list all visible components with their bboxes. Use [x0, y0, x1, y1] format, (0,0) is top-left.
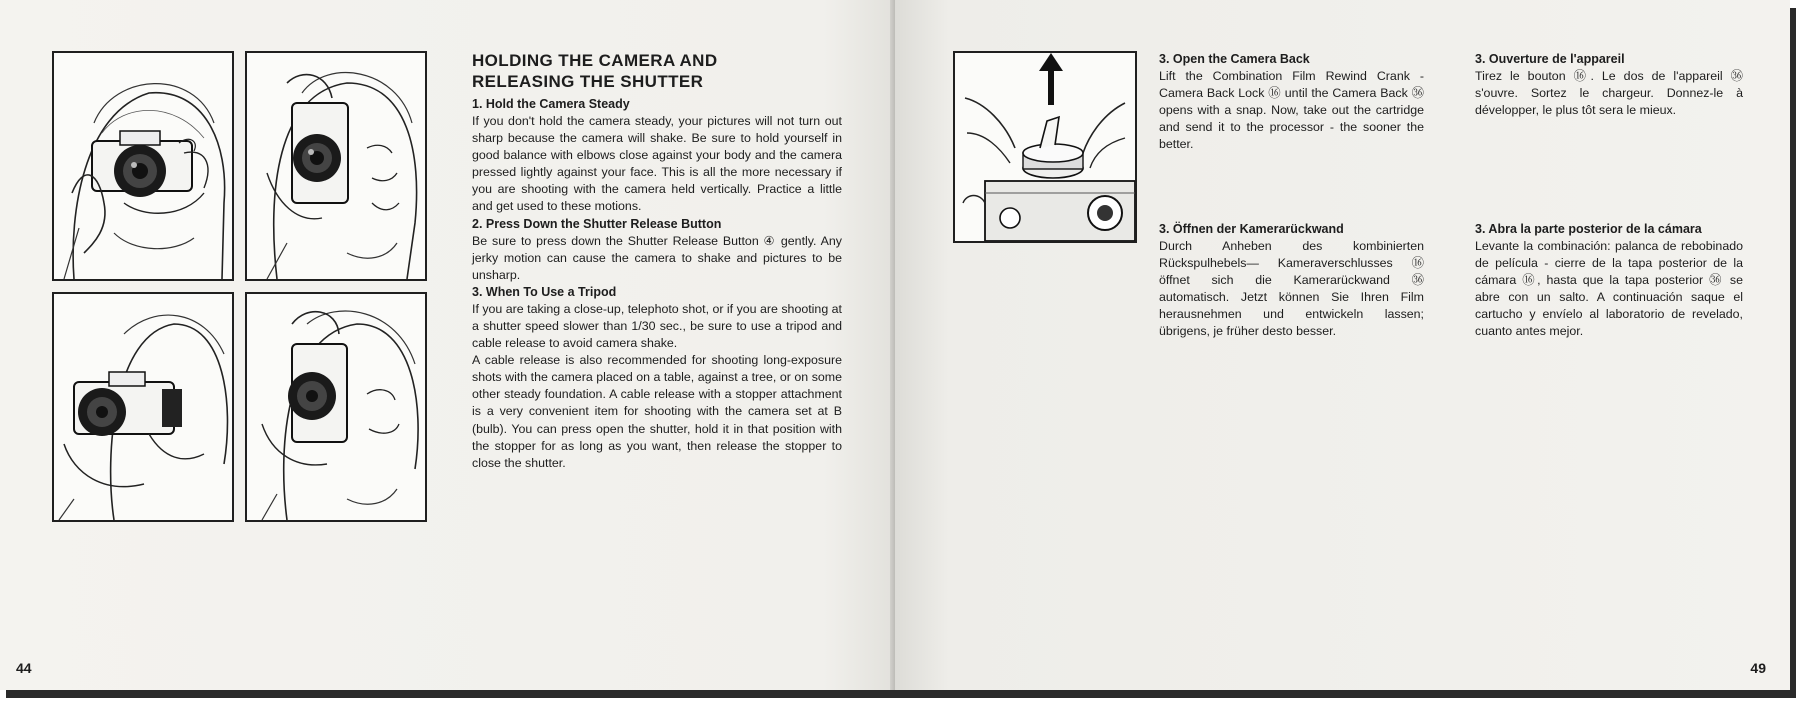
section-3-paragraph-1: If you are taking a close-up, telephoto shot, or if you are shooting at a shutter speed slower than 1/30 sec., be sure to use a tripod and cable release to avoid camera shake.: [472, 301, 842, 351]
german-text: Durch Anheben des kombinierten Rückspulhebels— Kameraverschlusses ⑯ öffnet sich die Kamerarückwand ㊱ automatisch. Jetzt können Sie Ihren Film herausnehmen und entwickeln lassen; übrigens, je früher desto besser.: [1159, 239, 1424, 339]
page-number-left: 44: [16, 660, 32, 676]
english-text: Lift the Combination Film Rewind Crank - Camera Back Lock ⑯ until the Camera Back ㊱ opens with a snap. Now, take out the cartridge and send it to the processor - the sooner the better.: [1159, 69, 1424, 152]
page-heading: HOLDING THE CAMERA AND RELEASING THE SHUTTER: [472, 51, 718, 91]
holding-camera-illustration: [54, 53, 232, 279]
left-text-column: [472, 96, 842, 472]
illustration-horizontal-side-hold: [52, 292, 234, 522]
section-1-paragraph: If you don't hold the camera steady, your pictures will not turn out sharp because the camera will shake. Be sure to hold yourself in good balance with elbows close against your body and the camera pressed lightly against your face. This is all the more necessary if you are shooting with the camera held vertically. Practice a little and get used to these motions.: [472, 114, 842, 214]
french-title: 3. Ouverture de l'appareil: [1475, 52, 1625, 66]
german-section: [1159, 221, 1424, 341]
section-3-paragraph-2: A cable release is also recommended for shooting long-exposure shots with the camera placed on a table, against a tree, or on some other steady foundation. A cable release with a stopper attachment is a very convenient item for shooting with the camera set at B (bulb). You can press open the shutter, hold it in that position with the stopper for as long as you want, then release the stopper to close the shutter.: [472, 353, 842, 470]
french-text: Tirez le bouton ⑯. Le dos de l'appareil ㊱ s'ouvre. Sortez le chargeur. Donnez-le à développer, le plus tôt sera le mieux.: [1475, 69, 1743, 118]
illustration-horizontal-hold: [52, 51, 234, 281]
illustration-vertical-side-hold: [245, 292, 427, 522]
section-2-paragraph: Be sure to press down the Shutter Release Button ④ gently. Any jerky motion can cause the camera to shake and pictures to be unsharp.: [472, 233, 842, 282]
section-3-title: 3. When To Use a Tripod: [472, 284, 617, 299]
page-number-right: 49: [1750, 660, 1766, 676]
illustration-vertical-hold: [245, 51, 427, 281]
spanish-title: 3. Abra la parte posterior de la cámara: [1475, 222, 1702, 236]
vertical-side-holding-illustration: [247, 294, 425, 520]
section-1-title: 1. Hold the Camera Steady: [472, 97, 630, 111]
section-2-title: 2. Press Down the Shutter Release Button: [472, 216, 722, 231]
illustration-open-camera-back: [953, 51, 1137, 243]
german-title: 3. Öffnen der Kamerarückwand: [1159, 222, 1344, 236]
spanish-section: [1475, 221, 1743, 341]
english-section: [1159, 51, 1424, 153]
right-page: [895, 0, 1790, 690]
left-page: [0, 0, 895, 690]
english-title: 3. Open the Camera Back: [1159, 52, 1310, 66]
french-section: [1475, 51, 1743, 119]
holding-camera-vertical-illustration: [247, 53, 425, 279]
side-holding-camera-illustration: [54, 294, 232, 520]
rewind-crank-illustration: [955, 53, 1135, 241]
spanish-text: Levante la combinación: palanca de rebobinado de película - cierre de la tapa posterior de la cámara ⑯, hasta que la tapa posterior ㊱ se abre con un salto. A continuación saque el cartucho y envíelo al laboratorio de revelado, cuanto antes mejor.: [1475, 239, 1743, 339]
